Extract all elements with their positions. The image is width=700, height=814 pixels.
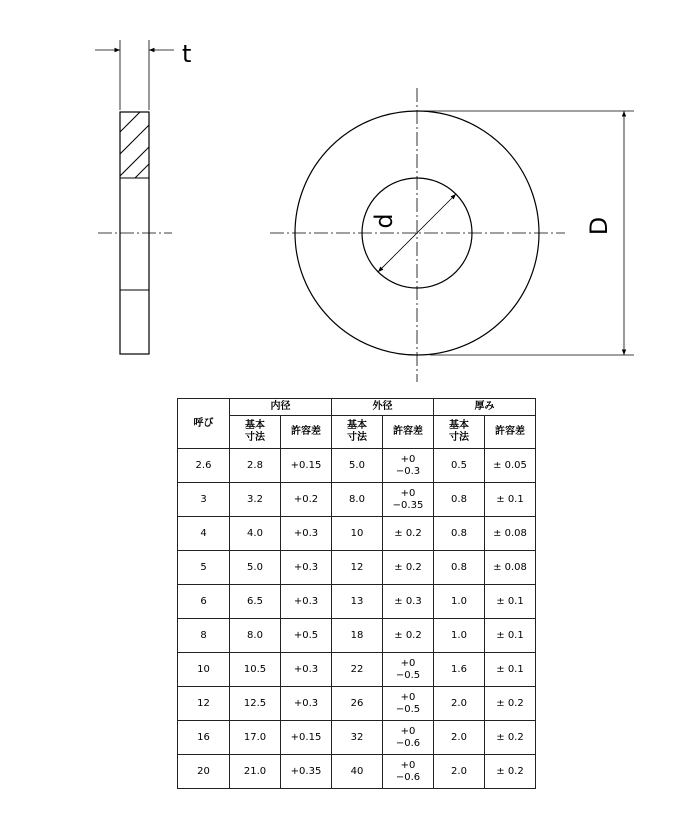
size-cell: 2.6: [178, 449, 230, 483]
thickness-tolerance-cell: ± 0.08: [485, 551, 536, 585]
thickness-basic-cell: 2.0: [434, 755, 485, 789]
inner-tolerance-cell: +0.3: [281, 687, 332, 721]
inner-tolerance-cell: +0.3: [281, 653, 332, 687]
outer-basic-cell: 18: [332, 619, 383, 653]
thickness-basic-cell: 2.0: [434, 687, 485, 721]
thickness-label: t: [182, 40, 192, 68]
table-row: [178, 551, 536, 585]
washer-drawing: [0, 0, 700, 400]
size-cell: 4: [178, 517, 230, 551]
outer-tolerance-lower: −0.35: [392, 499, 424, 511]
thickness-tolerance-cell: ± 0.2: [485, 687, 536, 721]
table-row: [178, 755, 536, 789]
header-size: 呼び: [178, 399, 230, 449]
outer-tolerance-cell: [383, 653, 434, 687]
inner-basic-cell: 8.0: [230, 619, 281, 653]
thickness-basic-cell: 0.5: [434, 449, 485, 483]
inner-diameter-label: d: [370, 213, 398, 229]
inner-basic-cell: 4.0: [230, 517, 281, 551]
header-inner-basic: 基本 寸法: [230, 416, 281, 449]
inner-basic-cell: 17.0: [230, 721, 281, 755]
inner-tolerance-cell: +0.2: [281, 483, 332, 517]
outer-tolerance-lower: −0.6: [395, 771, 421, 783]
thickness-basic-cell: 2.0: [434, 721, 485, 755]
thickness-tolerance-cell: ± 0.1: [485, 483, 536, 517]
outer-tolerance-cell: [383, 483, 434, 517]
inner-basic-cell: 6.5: [230, 585, 281, 619]
outer-tolerance-lower: −0.5: [395, 669, 421, 681]
thickness-basic-cell: 1.0: [434, 585, 485, 619]
header-outer-diameter: 外径: [332, 399, 434, 416]
outer-basic-cell: 32: [332, 721, 383, 755]
header-outer-basic: 基本 寸法: [332, 416, 383, 449]
outer-tolerance-upper: +0: [400, 487, 416, 499]
size-cell: 12: [178, 687, 230, 721]
inner-basic-cell: 12.5: [230, 687, 281, 721]
thickness-basic-cell: 0.8: [434, 551, 485, 585]
table-row: [178, 585, 536, 619]
size-cell: 8: [178, 619, 230, 653]
outer-tolerance-cell: [383, 721, 434, 755]
outer-tolerance-cell: ± 0.2: [383, 619, 434, 653]
header-inner-diameter: 内径: [230, 399, 332, 416]
thickness-tolerance-cell: ± 0.1: [485, 653, 536, 687]
inner-basic-cell: 3.2: [230, 483, 281, 517]
inner-tolerance-cell: +0.5: [281, 619, 332, 653]
size-cell: 16: [178, 721, 230, 755]
thickness-basic-cell: 0.8: [434, 517, 485, 551]
header-thickness: 厚み: [434, 399, 536, 416]
outer-tolerance-cell: [383, 449, 434, 483]
outer-tolerance-upper: +0: [400, 759, 416, 771]
outer-basic-cell: 26: [332, 687, 383, 721]
inner-tolerance-cell: +0.15: [281, 449, 332, 483]
table-row: [178, 619, 536, 653]
table-row: [178, 483, 536, 517]
thickness-basic-cell: 1.6: [434, 653, 485, 687]
table-row: [178, 449, 536, 483]
table-row: [178, 687, 536, 721]
header-outer-tolerance: 許容差: [383, 416, 434, 449]
outer-basic-cell: 22: [332, 653, 383, 687]
header-thickness-tolerance: 許容差: [485, 416, 536, 449]
thickness-basic-cell: 0.8: [434, 483, 485, 517]
side-view: [95, 40, 191, 354]
inner-basic-cell: 2.8: [230, 449, 281, 483]
outer-tolerance-cell: [383, 687, 434, 721]
outer-diameter-label: D: [585, 216, 613, 236]
outer-tolerance-upper: +0: [400, 691, 416, 703]
inner-tolerance-cell: +0.3: [281, 551, 332, 585]
outer-tolerance-cell: ± 0.3: [383, 585, 434, 619]
header-thickness-basic: 基本 寸法: [434, 416, 485, 449]
size-cell: 10: [178, 653, 230, 687]
front-view: [270, 88, 634, 382]
outer-basic-cell: 10: [332, 517, 383, 551]
outer-tolerance-upper: +0: [400, 725, 416, 737]
thickness-tolerance-cell: ± 0.2: [485, 721, 536, 755]
size-cell: 20: [178, 755, 230, 789]
table-row: [178, 653, 536, 687]
outer-tolerance-lower: −0.3: [395, 465, 421, 477]
inner-basic-cell: 21.0: [230, 755, 281, 789]
outer-tolerance-cell: ± 0.2: [383, 551, 434, 585]
outer-tolerance-upper: +0: [400, 657, 416, 669]
thickness-tolerance-cell: ± 0.05: [485, 449, 536, 483]
outer-basic-cell: 5.0: [332, 449, 383, 483]
spec-table-body: [178, 449, 536, 789]
thickness-tolerance-cell: ± 0.08: [485, 517, 536, 551]
header-inner-tolerance: 許容差: [281, 416, 332, 449]
table-row: [178, 721, 536, 755]
inner-tolerance-cell: +0.3: [281, 517, 332, 551]
thickness-basic-cell: 1.0: [434, 619, 485, 653]
size-cell: 6: [178, 585, 230, 619]
outer-tolerance-cell: [383, 755, 434, 789]
table-row: [178, 517, 536, 551]
inner-basic-cell: 10.5: [230, 653, 281, 687]
outer-basic-cell: 13: [332, 585, 383, 619]
outer-basic-cell: 8.0: [332, 483, 383, 517]
size-cell: 5: [178, 551, 230, 585]
washer-spec-table: [177, 398, 536, 789]
inner-tolerance-cell: +0.15: [281, 721, 332, 755]
inner-basic-cell: 5.0: [230, 551, 281, 585]
side-hatching: [120, 112, 149, 178]
inner-tolerance-cell: +0.3: [281, 585, 332, 619]
outer-tolerance-cell: ± 0.2: [383, 517, 434, 551]
thickness-tolerance-cell: ± 0.2: [485, 755, 536, 789]
outer-tolerance-lower: −0.5: [395, 703, 421, 715]
thickness-tolerance-cell: ± 0.1: [485, 619, 536, 653]
size-cell: 3: [178, 483, 230, 517]
inner-tolerance-cell: +0.35: [281, 755, 332, 789]
outer-tolerance-lower: −0.6: [395, 737, 421, 749]
thickness-tolerance-cell: ± 0.1: [485, 585, 536, 619]
outer-basic-cell: 40: [332, 755, 383, 789]
outer-tolerance-upper: +0: [400, 453, 416, 465]
outer-basic-cell: 12: [332, 551, 383, 585]
